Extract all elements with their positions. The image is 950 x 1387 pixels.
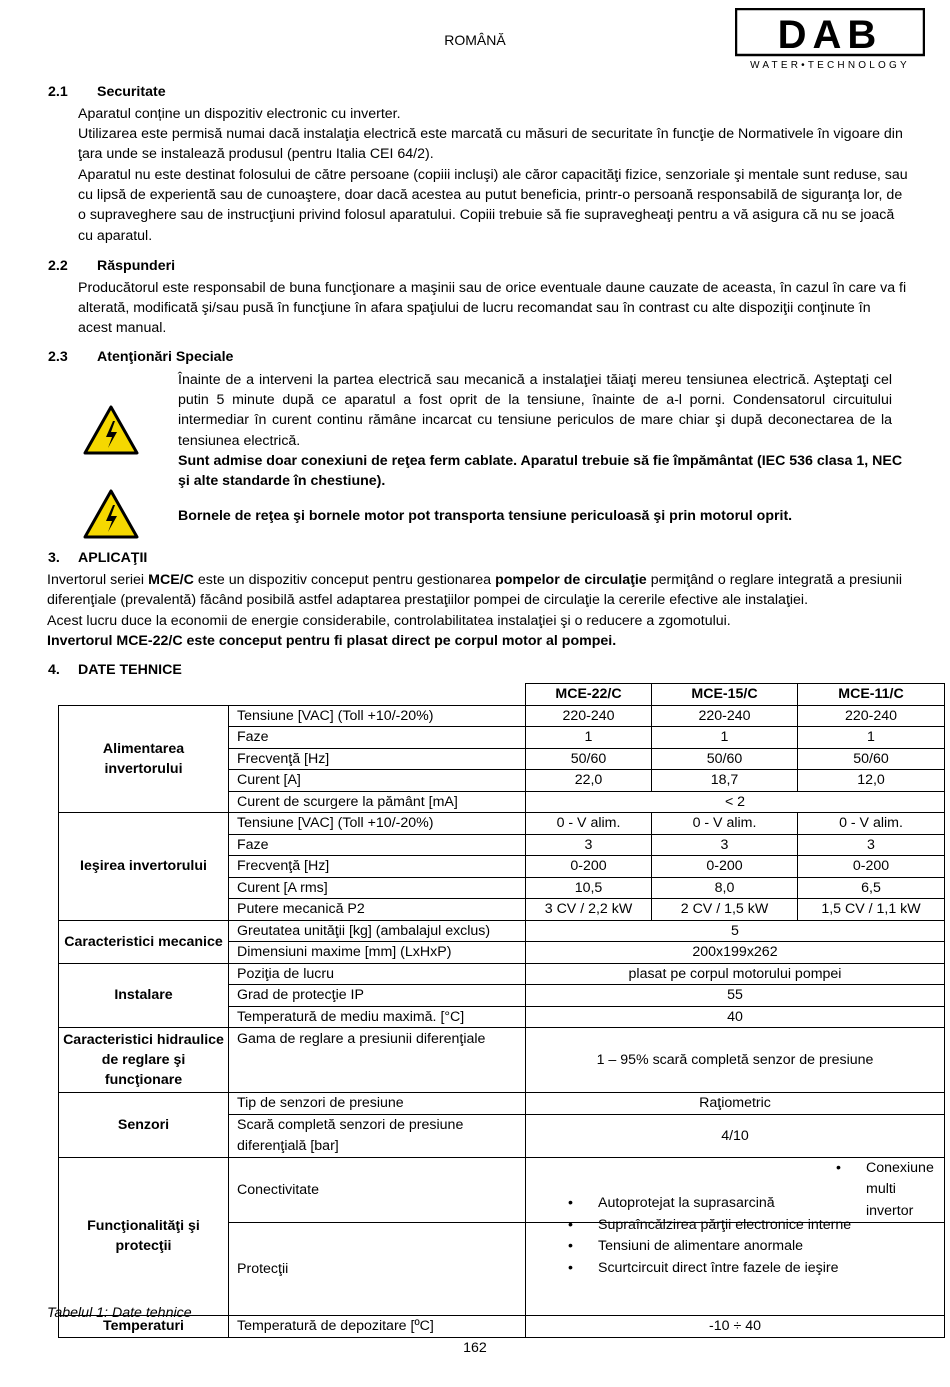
table-cell: Scară completă senzori de presiune diferenţială [bar] — [229, 1114, 526, 1157]
table-cell: Grad de protecţie IP — [229, 985, 526, 1007]
table-cell: 6,5 — [798, 877, 945, 899]
table-cell: 1,5 CV / 1,1 kW — [798, 899, 945, 921]
table-cell: Curent [A] — [229, 770, 526, 792]
table-cell: 220-240 — [526, 705, 652, 727]
section-number: 2.1 — [48, 84, 68, 100]
table-cell: Conectivitate — [229, 1157, 526, 1223]
table-row — [59, 920, 945, 942]
table-cell: Gama de reglare a presiunii diferenţiale — [229, 1028, 526, 1093]
table-cell: 50/60 — [652, 748, 798, 770]
table-cell: 0-200 — [798, 856, 945, 878]
table-cell: 1 — [652, 727, 798, 749]
table-cell: Temperatură de mediu maximă. [°C] — [229, 1006, 526, 1028]
table-cell: Poziţia de lucru — [229, 963, 526, 985]
section-title: Securitate — [97, 84, 166, 100]
section-number: 4. — [48, 662, 60, 678]
table-header-cell: MCE-11/C — [798, 684, 945, 706]
section-title: APLICAŢII — [78, 550, 148, 566]
table-cell: 3 CV / 2,2 kW — [526, 899, 652, 921]
table-row — [59, 1028, 945, 1093]
list-item: • Tensiuni de alimentare anormale — [568, 1238, 804, 1255]
electric-hazard-warning-icon — [82, 404, 140, 460]
table-cell: Temperatură de depozitare [ºC] — [229, 1316, 526, 1338]
table-cell: Frecvenţă [Hz] — [229, 748, 526, 770]
group-label: Funcţionalităţi şi protecţii — [59, 1157, 229, 1316]
logo-tagline: WATER•TECHNOLOGY — [750, 60, 910, 70]
paragraph: Aparatul nu este destinat folosului de către persoane (copiii incluşi) ale căror capacităţi fizice, senzoriale şi mentale sunt reduse, sau cu lipsă de experientă sau de cunoaştere, doar dacă acestea au putut beneficia, printr-o persoană responsabilă de siguranţa lor, de o supraveghere sau de instrucţiuni privind folosul aparatului. Copiii trebuie să fie supravegheaţi pentru a vă asigura că nu se joacă cu aparatul. — [78, 167, 908, 244]
table-cell: Putere mecanică P2 — [229, 899, 526, 921]
table-cell: 22,0 — [526, 770, 652, 792]
table-cell: 3 — [652, 834, 798, 856]
protections-list — [568, 1193, 938, 1279]
table-cell: 40 — [526, 1006, 945, 1028]
section-number: 2.3 — [48, 349, 68, 365]
table-cell: 3 — [526, 834, 652, 856]
list-item: • Conexiune multi invertor — [836, 1158, 944, 1223]
table-cell: Protecţii — [229, 1223, 526, 1316]
electric-hazard-warning-icon — [82, 488, 140, 544]
page-language-header: ROMÂNĂ — [444, 32, 506, 48]
dab-logo — [735, 8, 925, 70]
table-cell: 4/10 — [526, 1114, 945, 1157]
paragraph-bold: Sunt admise doar conexiuni de reţea ferm cablate. Aparatul trebuie să fie împământat (IEC 536 clasa 1, NEC şi alte standarde în chestiune). — [178, 453, 903, 490]
table-cell: 55 — [526, 985, 945, 1007]
paragraph: Aparatul conține un dispozitiv electronic cu inverter. — [78, 106, 401, 122]
group-label: Senzori — [59, 1093, 229, 1158]
table-cell: 1 — [798, 727, 945, 749]
paragraph: Utilizarea este permisă numai dacă instalaţia electrică este marcată cu măsuri de securitate în funcţie de Normativele în vigoare din ţara unde se instalează produsul (pentru Italia CEI 64/2). — [78, 126, 903, 163]
table-cell: Curent [A rms] — [229, 877, 526, 899]
table-cell: 12,0 — [798, 770, 945, 792]
table-cell: Raţiometric — [526, 1093, 945, 1115]
table-cell: 200x199x262 — [526, 942, 945, 964]
table-cell: 1 – 95% scară completă senzor de presiune — [526, 1028, 945, 1093]
section-title: DATE TEHNICE — [78, 662, 182, 678]
table-cell: 2 CV / 1,5 kW — [652, 899, 798, 921]
group-label: Caracteristici mecanice — [59, 920, 229, 963]
table-caption: Tabelul 1: Date tehnice — [47, 1305, 192, 1321]
group-label: Instalare — [59, 963, 229, 1028]
table-row — [59, 813, 945, 835]
table-cell: 18,7 — [652, 770, 798, 792]
table-cell: Curent de scurgere la pământ [mA] — [229, 791, 526, 813]
section-number: 3. — [48, 550, 60, 566]
table-cell: Tensiune [VAC] (Toll +10/-20%) — [229, 705, 526, 727]
table-cell: 50/60 — [526, 748, 652, 770]
table-cell: 0 - V alim. — [652, 813, 798, 835]
table-cell: 1 — [526, 727, 652, 749]
group-label: Temperaturi — [59, 1316, 229, 1338]
list-item: • Autoprotejat la suprasarcină — [568, 1195, 775, 1211]
table-cell: 50/60 — [798, 748, 945, 770]
table-cell: 5 — [526, 920, 945, 942]
paragraph: Acest lucru duce la economii de energie considerabile, controlabilitatea instalaţiei şi o reducere a zgomotului. — [47, 613, 731, 629]
table-cell: 8,0 — [652, 877, 798, 899]
table-cell: Faze — [229, 834, 526, 856]
table-header-cell: MCE-22/C — [526, 684, 652, 706]
table-cell: < 2 — [526, 791, 945, 813]
table-cell: 0 - V alim. — [798, 813, 945, 835]
paragraph-bold: Invertorul MCE-22/C este conceput pentru fi plasat direct pe corpul motor al pompei. — [47, 633, 617, 649]
paragraph-bold: Bornele de reţea şi bornele motor pot transporta tensiune periculoasă şi prin motorul oprit. — [178, 508, 793, 524]
paragraph: Producătorul este responsabil de buna funcţionare a maşinii sau de orice eventuale daune cauzate de aceasta, în cazul în care va fi alterată, modificată şi/sau pusă în funcţiune în afara spaţiului de lucru recomandat sau în contrast cu alte dispoziţii conţinute în acest manual. — [78, 280, 907, 337]
table-cell: 0 - V alim. — [526, 813, 652, 835]
table-cell: -10 ÷ 40 — [526, 1316, 945, 1338]
table-cell: Tip de senzori de presiune — [229, 1093, 526, 1115]
list-item: • Scurtcircuit direct între fazele de ieşire — [568, 1259, 839, 1276]
paragraph: Înainte de a interveni la partea electrică sau mecanică a instalaţiei tăiaţi mereu tensiunea electrică. Aşteptaţi cel putin 5 minute după ce aparatul a fost oprit de la tensiune, înainte de a-l porni. Condensatorul circuitului intermediar în curent continu rămâne incarcat cu tensiune periculos de mare chiar şi după deconectarea de la tensiunea electrică. — [178, 372, 892, 449]
table-cell: 220-240 — [652, 705, 798, 727]
table-cell: Greutatea unităţii [kg] (ambalajul exclus) — [229, 920, 526, 942]
table-row — [59, 705, 945, 727]
group-label: Ieşirea invertorului — [59, 813, 229, 921]
table-cell: Dimensiuni maxime [mm] (LxHxP) — [229, 942, 526, 964]
paragraph: Invertorul seriei MCE/C este un dispozitiv conceput pentru gestionarea pompelor de circulaţie permiţând o reglare integrată a presiunii diferenţiale (prevalentă) făcând posibilă astfel adaptarea prestaţiilor pompei de circulaţie la cererile efective ale instalaţiei. — [47, 572, 902, 609]
table-cell: 3 — [798, 834, 945, 856]
table-cell: Frecvenţă [Hz] — [229, 856, 526, 878]
table-cell: Tensiune [VAC] (Toll +10/-20%) — [229, 813, 526, 835]
table-cell: 220-240 — [798, 705, 945, 727]
table-cell: 0-200 — [526, 856, 652, 878]
group-label: Alimentarea invertorului — [59, 705, 229, 813]
page-number: 162 — [463, 1340, 487, 1356]
table-row — [59, 963, 945, 985]
table-header-cell: MCE-15/C — [652, 684, 798, 706]
section-title: Atenţionări Speciale — [97, 349, 234, 365]
table-cell: plasat pe corpul motorului pompei — [526, 963, 945, 985]
group-label: Caracteristici hidraulice de reglare şi funcţionare — [59, 1028, 229, 1093]
logo-wordmark: DAB — [777, 13, 883, 57]
list-item: • Supraîncălzirea părţii electronice interne — [568, 1216, 852, 1233]
section-title: Răspunderi — [97, 258, 176, 274]
table-row — [59, 1093, 945, 1115]
table-cell: 10,5 — [526, 877, 652, 899]
table-cell: 0-200 — [652, 856, 798, 878]
table-cell: Faze — [229, 727, 526, 749]
table-header-row — [59, 684, 945, 706]
section-number: 2.2 — [48, 258, 68, 274]
